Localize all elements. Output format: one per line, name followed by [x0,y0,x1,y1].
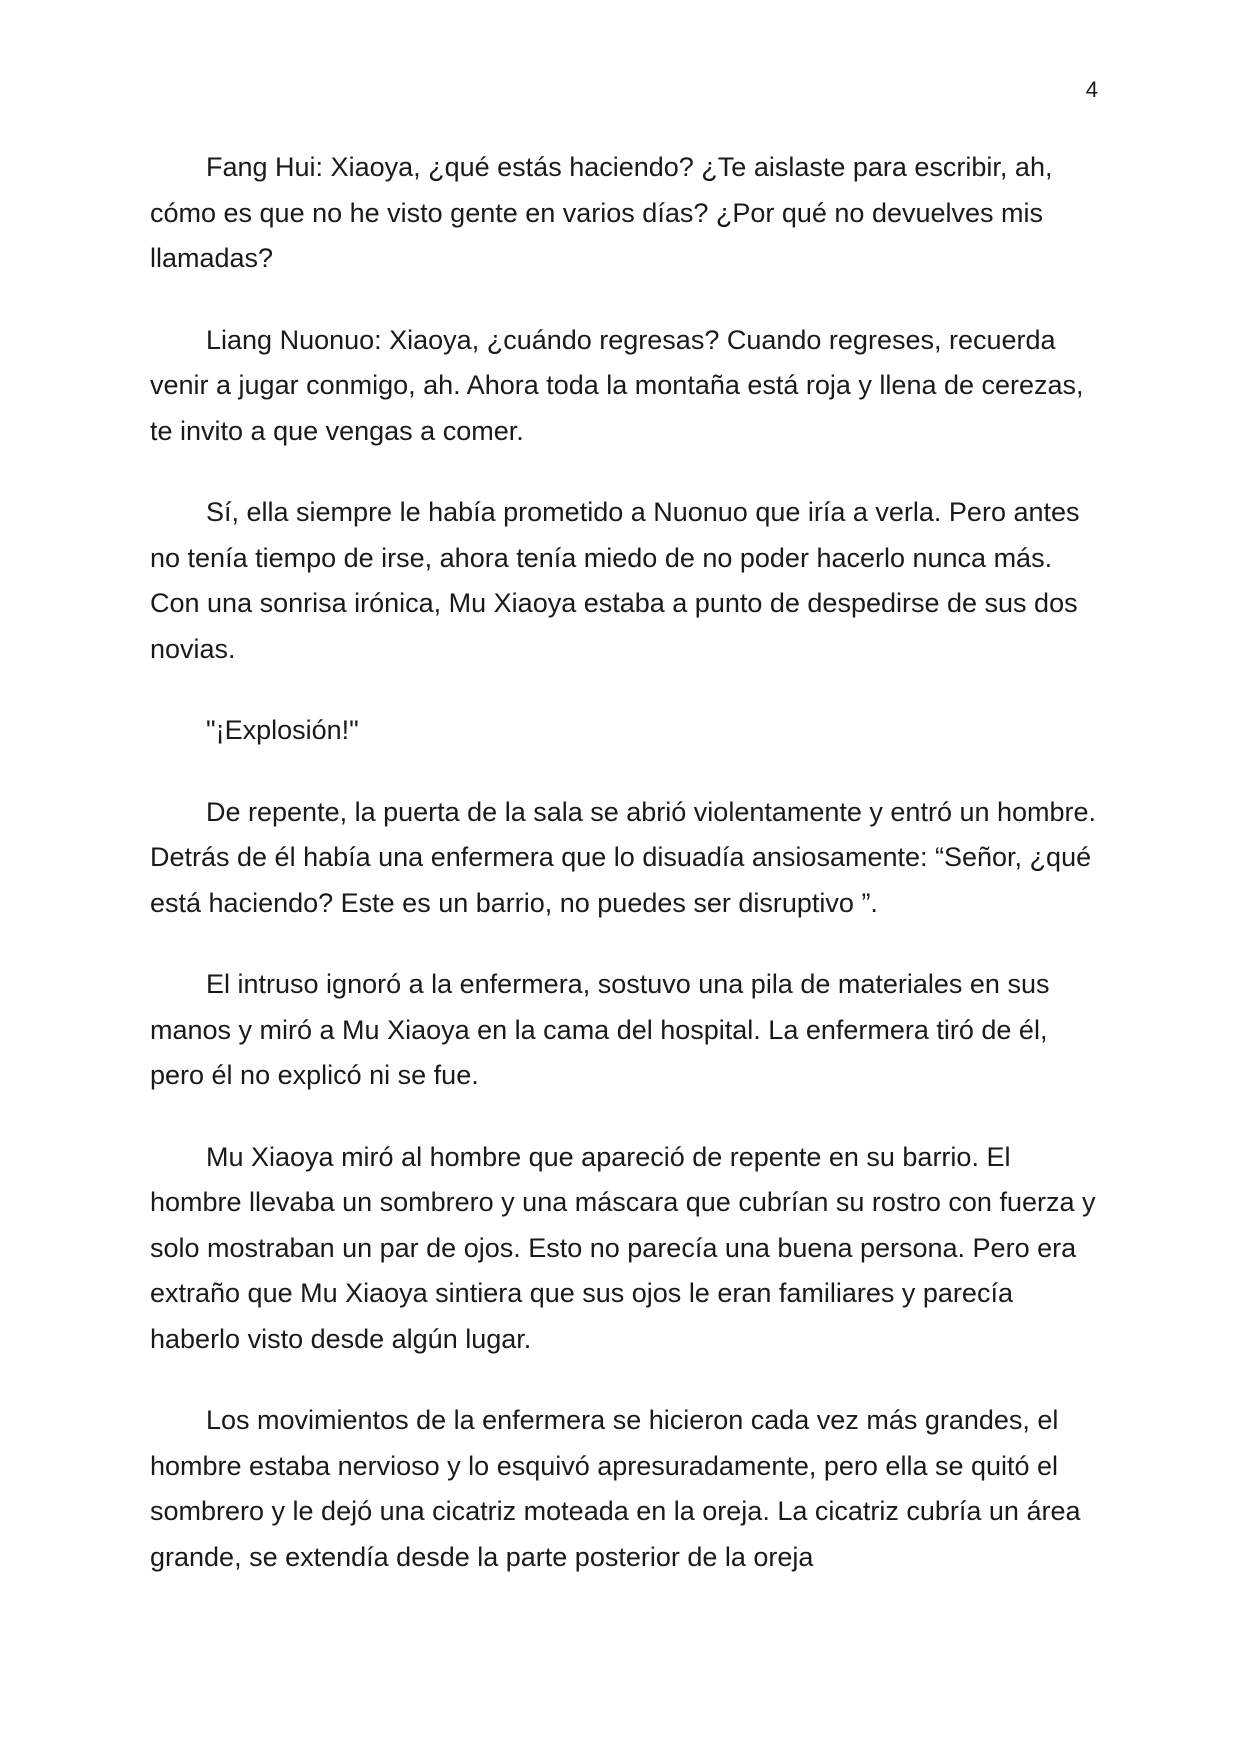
paragraph-4: "¡Explosión!" [206,715,359,745]
paragraph-6: El intruso ignoró a la enfermera, sostuvo una pila de materiales en sus manos y miró a Mu Xiaoya en la cama del hospital. La enfermera tiró de él, pero él no explicó ni se fue. [150,969,1050,1090]
paragraph-8: Los movimientos de la enfermera se hicieron cada vez más grandes, el hombre estaba nervioso y lo esquivó apresuradamente, pero ella se quitó el sombrero y le dejó una cicatriz moteada en la oreja. La cicatriz cubría un área grande, se extendía desde la parte posterior de la oreja [150,1405,1081,1572]
paragraph-3: Sí, ella siempre le había prometido a Nuonuo que iría a verla. Pero antes no tenía tiempo de irse, ahora tenía miedo de no poder hacerlo nunca más. Con una sonrisa irónica, Mu Xiaoya estaba a punto de despedirse de sus dos novias. [150,497,1080,664]
body-text [150,145,1098,1616]
paragraph-5: De repente, la puerta de la sala se abrió violentamente y entró un hombre. Detrás de él había una enfermera que lo disuadía ansiosamente: “Señor, ¿qué está haciendo? Este es un barrio, no puedes ser disruptivo ”. [150,796,1097,918]
paragraph-1: Fang Hui: Xiaoya, ¿qué estás haciendo? ¿Te aislaste para escribir, ah, cómo es que no he visto gente en varios días? ¿Por qué no devuelves mis llamadas? [150,152,1053,273]
page-number: 4 [1085,77,1098,102]
paragraph-2: Liang Nuonuo: Xiaoya, ¿cuándo regresas? Cuando regreses, recuerda venir a jugar conmigo, ah. Ahora toda la montaña está roja y llena de cerezas, te invito a que vengas a comer. [150,324,1084,446]
paragraph-7: Mu Xiaoya miró al hombre que apareció de repente en su barrio. El hombre llevaba un sombrero y una máscara que cubrían su rostro con fuerza y solo mostraban un par de ojos. Esto no parecía una buena persona. Pero era extraño que Mu Xiaoya sintiera que sus ojos le eran familiares y parecía haberlo visto desde algún lugar. [150,1141,1096,1354]
